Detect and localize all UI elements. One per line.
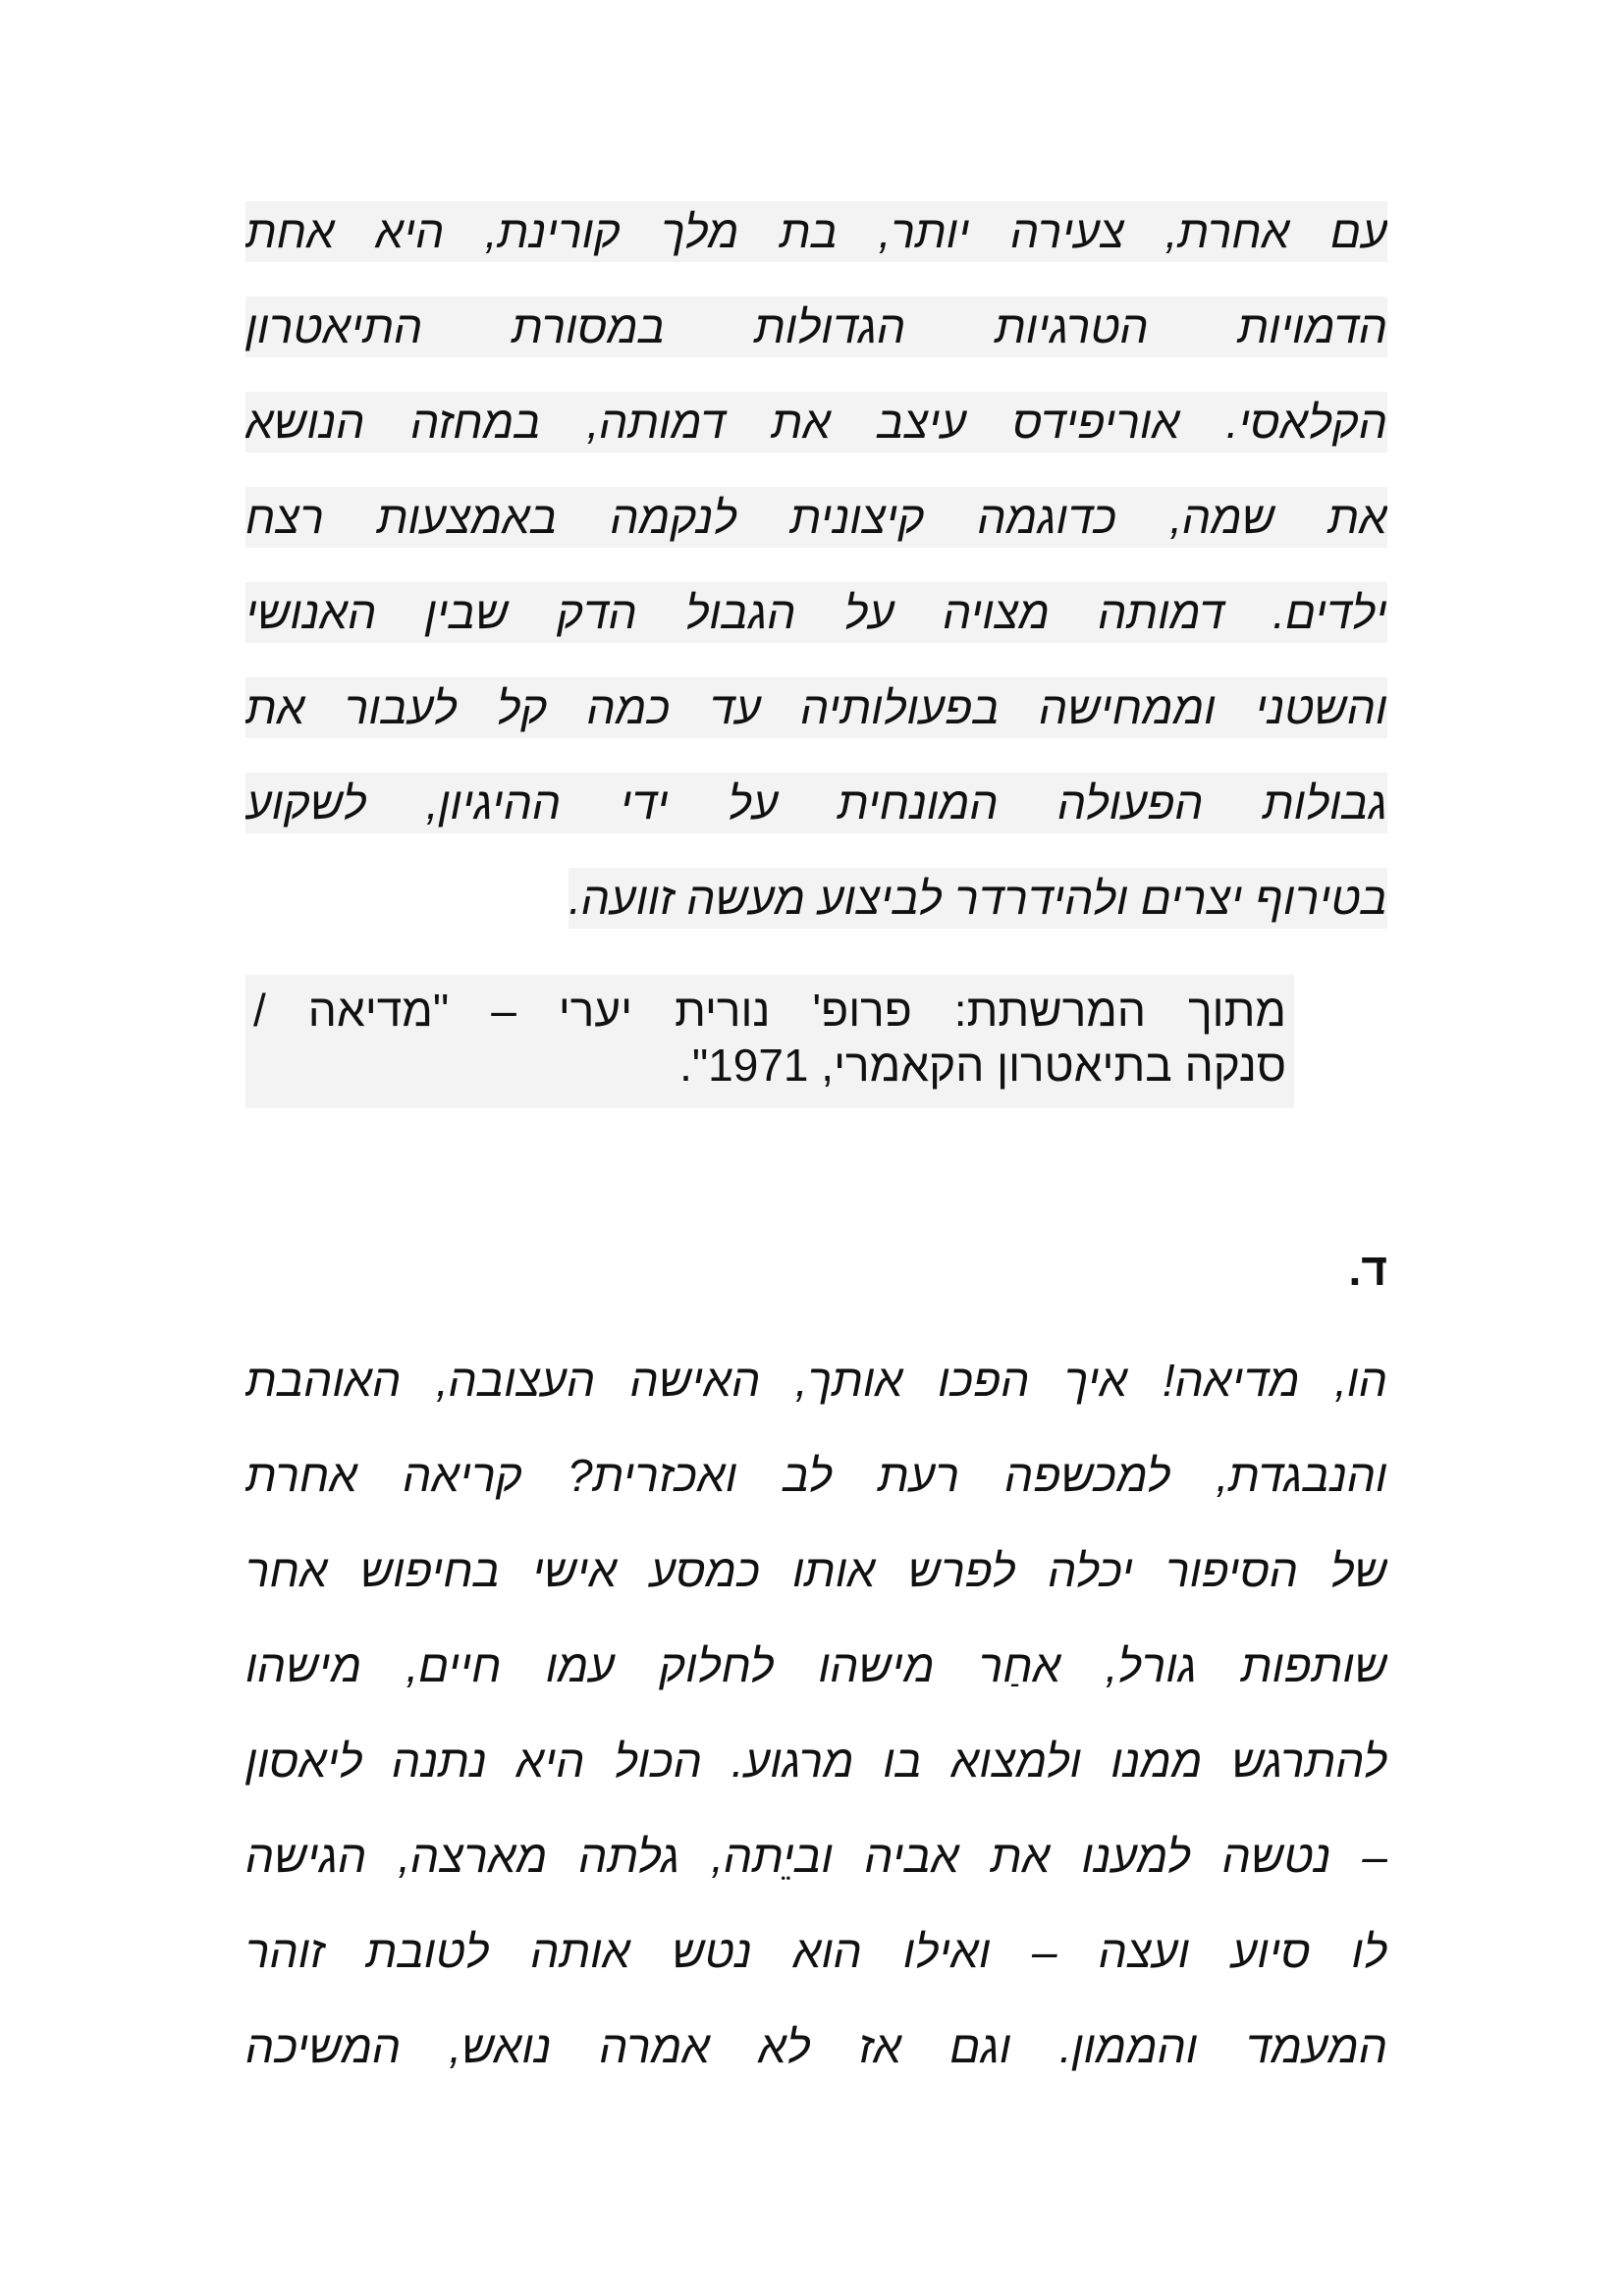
text-line: גבולות הפעולה המונחית על ידי ההיגיון, לשקוע bbox=[245, 773, 1387, 833]
text-line: והנבגדת, למכשפה רעת לב ואכזרית? קריאה אחרת bbox=[245, 1450, 1387, 1501]
text-line: של הסיפור יכלה לפרש אותו כמסע אישי בחיפוש אחר bbox=[245, 1545, 1387, 1596]
text-line: – נטשה למענו את אביה וביֵתה, גלתה מארצה, הגישה bbox=[245, 1831, 1387, 1882]
text-line: עם אחרת, צעירה יותר, בת מלך קורינת, היא אחת bbox=[245, 201, 1387, 262]
section-label: ד. bbox=[1348, 1244, 1387, 1295]
text-line: והשטני וממחישה בפעולותיה עד כמה קל לעבור את bbox=[245, 677, 1387, 738]
text-line: המעמד והממון. וגם אז לא אמרה נואש, המשיכה bbox=[245, 2021, 1387, 2072]
text-line: בטירוף יצרים ולהידרדר לביצוע מעשה זוועה. bbox=[568, 868, 1387, 929]
citation-line: סנקה בתיאטרון הקאמרי, 1971". bbox=[679, 1040, 1286, 1091]
citation-source bbox=[245, 975, 1294, 1108]
text-line: הדמויות הטרגיות הגדולות במסורת התיאטרון bbox=[245, 296, 1387, 357]
text-line: להתרגש ממנו ולמצוא בו מרגוע. הכול היא נתנה ליאסון bbox=[245, 1735, 1387, 1787]
text-line: שותפות גורל, אחַר מישהו לחלוק עמו חיים, מישהו bbox=[245, 1640, 1387, 1691]
text-line: לו סיוע ועצה – ואילו הוא נטש אותה לטובת זוהר bbox=[245, 1926, 1387, 1977]
text-line: הקלאסי. אוריפידס עיצב את דמותה, במחזה הנושא bbox=[245, 392, 1387, 453]
text-line: הו, מדיאה! איך הפכו אותך, האישה העצובה, האוהבת bbox=[245, 1355, 1387, 1406]
text-line: את שמה, כדוגמה קיצונית לנקמה באמצעות רצח bbox=[245, 487, 1387, 548]
citation-line: מתוך המרשתת: פרופ' נורית יערי – "מדיאה / bbox=[253, 985, 1286, 1036]
text-line: ילדים. דמותה מצויה על הגבול הדק שבין האנושי bbox=[245, 582, 1387, 643]
